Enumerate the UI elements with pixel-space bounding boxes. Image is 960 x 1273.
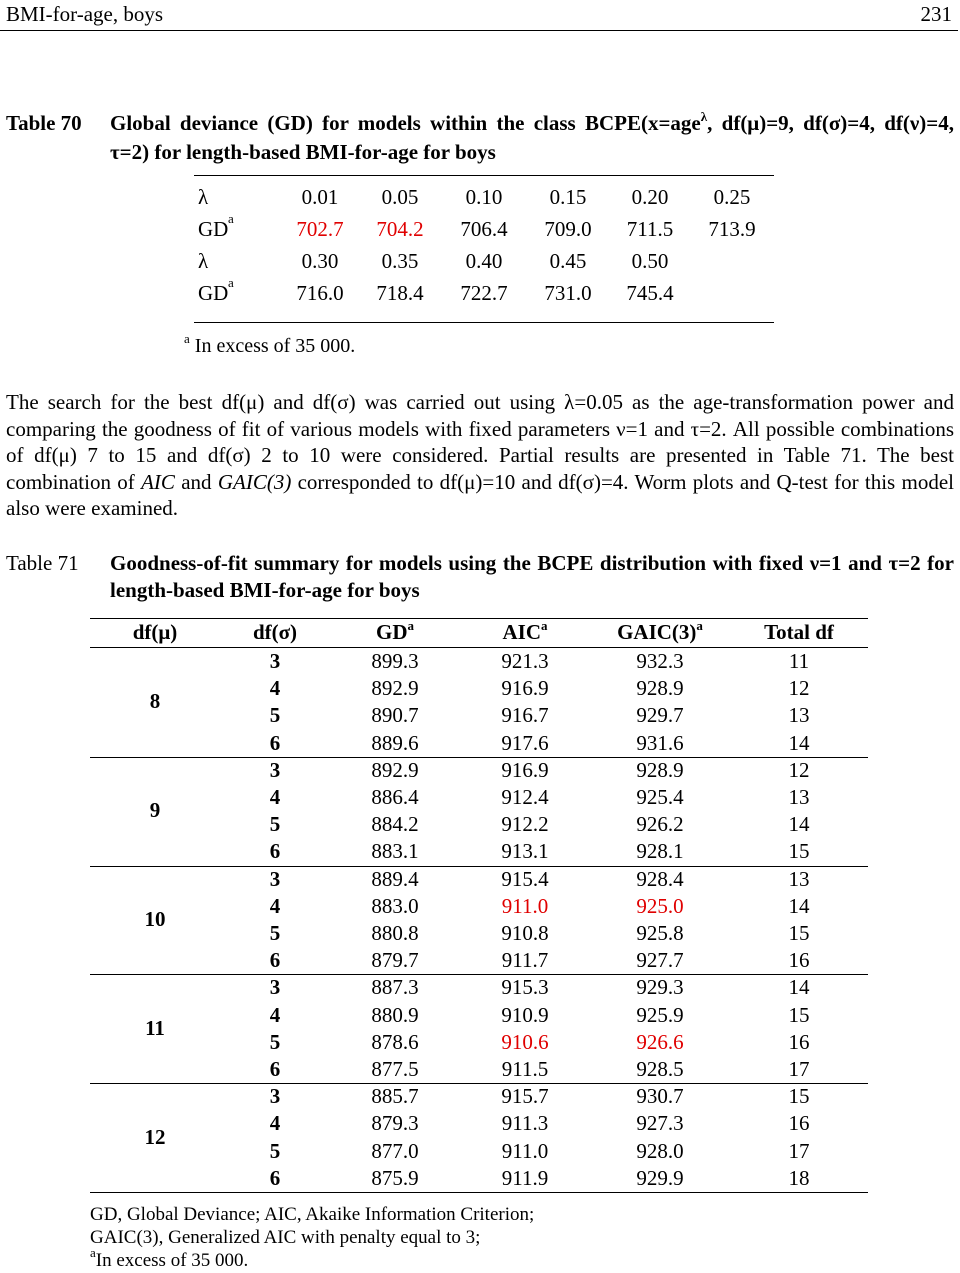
column-header — [90, 620, 220, 645]
table-71-cell: 912.2 — [501, 812, 549, 837]
table-71-cell: 3 — [269, 1084, 281, 1109]
df-mu-group-label: 10 — [144, 907, 166, 931]
table-71-cell: 4 — [269, 785, 281, 809]
column-header — [220, 620, 330, 645]
table-71-cell: 15 — [788, 1002, 810, 1027]
table-71-cell: 925.9 — [636, 1002, 684, 1027]
table-71-cell: 6 — [269, 948, 281, 973]
table-71-caption-text: Goodness-of-fit summary for models using the BCPE distribution with fixed ν=1 and τ=2 for length-based BMI-for-age for boys — [110, 551, 954, 602]
table-71-row — [90, 1084, 868, 1111]
table-71-cell: 931.6 — [636, 730, 684, 755]
table-71-cell: 915.7 — [501, 1084, 549, 1109]
running-header — [0, 0, 958, 31]
body-paragraph — [6, 389, 954, 522]
table-71-cell: 14 — [788, 812, 810, 837]
table-71-label: Table 71 — [6, 551, 79, 575]
column-header-superscript: a — [407, 618, 414, 633]
table-71-cell: 14 — [788, 893, 810, 918]
table-71-cell: 928.9 — [636, 757, 684, 782]
table-70-cell: 0.30 — [301, 249, 339, 273]
table-71-cell: 3 — [269, 649, 281, 673]
table-71-cell: 6 — [269, 1057, 281, 1081]
table-70-cell: 713.9 — [708, 217, 756, 241]
table-70-row — [194, 211, 774, 249]
table-71-cell: 5 — [269, 921, 281, 945]
table-71-header-row — [90, 620, 868, 647]
table-70-cell: 0.35 — [381, 249, 419, 273]
table-71-cell: 5 — [269, 1138, 281, 1163]
table-rule — [90, 647, 868, 648]
table-71-cell: 3 — [269, 757, 281, 782]
footnote-text: In excess of 35 000. — [95, 1250, 249, 1271]
table-71-cell: 5 — [269, 703, 281, 728]
table-71-row — [90, 731, 868, 758]
table-71-cell: 929.9 — [636, 1165, 684, 1190]
table-71-cell: 913.1 — [501, 839, 549, 864]
table-71-cell: 915.3 — [501, 975, 549, 1000]
table-71-cell: 889.4 — [371, 866, 419, 891]
table-70-cell: 0.20 — [631, 185, 669, 209]
footnote-text: In excess of 35 000. — [194, 335, 356, 357]
column-header — [460, 620, 590, 645]
footnote-line — [90, 1245, 534, 1273]
table-70-row — [194, 185, 774, 217]
table-70-cell: 706.4 — [460, 217, 508, 241]
footnote-marker: a — [90, 1245, 96, 1260]
table-71-cell: 928.1 — [636, 839, 684, 864]
table-71-caption — [6, 550, 954, 606]
paragraph-text: The search for the best df(μ) and df(σ) was carried out using λ=0.05 as the age-transformation power and comparing the goodness of fit of various models with fixed parameters ν=1 and τ=2. All possible combinations of df(μ) 7 to 15 and df(σ) 2 to 10 were considered. Partial results are presented in Table 71. The best combination of — [6, 390, 954, 494]
table-71-cell: 15 — [788, 1084, 810, 1109]
table-71-cell: 18 — [788, 1165, 810, 1190]
table-71-cell: 928.0 — [636, 1138, 684, 1163]
column-header-text: GAIC(3) — [617, 620, 697, 644]
table-71-cell: 12 — [788, 676, 810, 701]
table-71-cell: 925.0 — [636, 893, 684, 918]
table-71-cell: 14 — [788, 975, 810, 1000]
table-71-cell: 916.9 — [501, 757, 549, 782]
table-71-cell: 3 — [269, 866, 281, 891]
table-71-cell: 4 — [269, 676, 281, 701]
table-71-cell: 932.3 — [636, 649, 684, 673]
table-71-cell: 911.5 — [501, 1057, 549, 1081]
table-71-cell: 879.3 — [371, 1111, 419, 1136]
table-71-cell: 927.7 — [636, 948, 684, 973]
table-71-cell: 892.9 — [371, 676, 419, 701]
paragraph-gaic: GAIC(3) — [217, 469, 292, 494]
column-header-superscript: a — [696, 618, 703, 633]
row-label: GD — [198, 217, 229, 241]
table-70-row — [194, 275, 774, 313]
table-71-cell: 878.6 — [371, 1029, 419, 1054]
table-71-cell: 4 — [269, 893, 281, 918]
table-71 — [90, 618, 868, 1195]
df-mu-group-label: 9 — [149, 798, 161, 823]
table-71-cell: 911.7 — [501, 948, 549, 973]
row-label-superscript: a — [228, 275, 234, 290]
table-70-cell: 0.01 — [301, 185, 339, 209]
page-number: 231 — [920, 2, 952, 26]
table-71-cell: 16 — [788, 1029, 810, 1054]
table-70-caption-text — [110, 110, 954, 166]
table-71-row — [90, 1057, 868, 1084]
paragraph-text: corresponded to df(μ)=10 and df(σ)=4. Worm plots and Q-test for this model also were examined. — [6, 469, 955, 521]
table-71-cell: 899.3 — [371, 649, 419, 673]
column-header — [590, 620, 730, 645]
table-rule — [90, 1192, 220, 1193]
table-71-cell: 916.7 — [501, 703, 549, 728]
table-71-cell: 886.4 — [371, 785, 419, 809]
column-header — [330, 620, 460, 645]
table-71-cell: 911.0 — [501, 893, 549, 918]
table-71-cell: 17 — [788, 1057, 810, 1081]
table-71-cell: 911.9 — [501, 1165, 549, 1190]
table-71-row — [90, 1166, 868, 1193]
column-header-superscript: a — [541, 618, 548, 633]
table-71-cell: 885.7 — [371, 1084, 419, 1109]
table-71-cell: 910.6 — [501, 1029, 549, 1054]
column-header-text: AIC — [502, 620, 541, 644]
column-header-text: GD — [376, 620, 408, 644]
table-71-cell: 925.4 — [636, 785, 684, 809]
table-71-cell: 879.7 — [371, 948, 419, 973]
table-71-cell: 15 — [788, 839, 810, 864]
table-71-row — [90, 948, 868, 975]
table-71-cell: 884.2 — [371, 812, 419, 837]
table-71-footnotes — [90, 1203, 534, 1273]
row-label: λ — [198, 185, 209, 209]
table-71-cell: 16 — [788, 948, 810, 973]
table-71-cell: 911.3 — [501, 1111, 549, 1136]
row-label: GD — [198, 281, 229, 305]
table-70-footnote — [184, 331, 356, 358]
table-71-cell: 11 — [788, 649, 810, 673]
table-70-cell: 0.50 — [631, 249, 669, 273]
table-70-cell: 711.5 — [626, 217, 674, 241]
table-71-cell: 13 — [788, 866, 810, 891]
table-71-cell: 887.3 — [371, 975, 419, 1000]
table-71-cell: 16 — [788, 1111, 810, 1136]
table-70-cell: 709.0 — [544, 217, 592, 241]
table-71-cell: 875.9 — [371, 1165, 419, 1190]
table-71-cell: 928.5 — [636, 1057, 684, 1081]
row-label: λ — [198, 249, 209, 273]
table-71-cell: 917.6 — [501, 730, 549, 755]
table-70-caption — [6, 110, 954, 166]
table-71-row — [90, 867, 868, 894]
column-header-text: df(μ) — [132, 620, 178, 644]
footnote-line: GD, Global Deviance; AIC, Akaike Information Criterion; — [90, 1204, 535, 1225]
df-mu-group-label: 8 — [149, 689, 161, 714]
row-label-superscript: a — [228, 211, 234, 226]
table-71-cell: 889.6 — [371, 730, 419, 755]
table-71-cell: 17 — [788, 1138, 810, 1163]
column-header-text: Total df — [764, 620, 834, 644]
caption-part: , df(μ)=9, df(σ)=4, df(ν)=4, τ=2) for length-based BMI-for-age for boys — [110, 111, 954, 164]
table-70-cell: 0.40 — [465, 249, 503, 273]
table-71-cell: 880.9 — [371, 1002, 419, 1027]
caption-superscript: λ — [700, 109, 708, 124]
table-71-cell: 911.0 — [501, 1138, 549, 1163]
table-71-cell: 912.4 — [501, 785, 549, 809]
table-71-cell: 880.8 — [371, 921, 419, 945]
running-header-title: BMI-for-age, boys — [6, 2, 164, 26]
table-70-cell: 0.10 — [465, 185, 503, 209]
table-71-cell: 13 — [788, 785, 810, 809]
footnote-marker: a — [184, 331, 190, 346]
table-71-cell: 883.1 — [371, 839, 419, 864]
table-71-cell: 6 — [269, 730, 281, 755]
caption-part: Global deviance (GD) for models within the class BCPE(x=age — [110, 111, 701, 135]
table-71-cell: 930.7 — [636, 1084, 684, 1109]
table-71-cell: 926.2 — [636, 812, 684, 837]
table-rule — [194, 175, 774, 176]
table-70-cell: 718.4 — [376, 281, 424, 305]
table-70-row — [194, 249, 774, 281]
table-71-row — [90, 649, 868, 676]
table-71-cell: 929.7 — [636, 703, 684, 728]
table-71-cell: 4 — [269, 1111, 281, 1136]
table-70-cell: 0.05 — [381, 185, 419, 209]
column-header — [730, 620, 868, 645]
paragraph-text: and — [174, 469, 218, 494]
table-71-cell: 910.9 — [501, 1002, 549, 1027]
table-70-cell: 0.45 — [549, 249, 587, 273]
table-71-cell: 927.3 — [636, 1111, 684, 1136]
table-71-cell: 877.0 — [371, 1138, 419, 1163]
table-71-row — [90, 758, 868, 785]
table-70-cell: 722.7 — [460, 281, 508, 305]
table-71-cell: 925.8 — [636, 921, 684, 945]
table-71-cell: 6 — [269, 1165, 281, 1190]
table-71-cell: 5 — [269, 1029, 281, 1054]
table-70-cell: 0.25 — [713, 185, 751, 209]
table-71-cell: 921.3 — [501, 649, 549, 673]
table-71-cell: 883.0 — [371, 893, 419, 918]
table-71-cell: 3 — [269, 975, 281, 1000]
table-71-row — [90, 975, 868, 1002]
table-71-cell: 890.7 — [371, 703, 419, 728]
table-70-label: Table 70 — [6, 111, 82, 135]
table-71-cell: 928.9 — [636, 676, 684, 701]
table-71-cell: 15 — [788, 921, 810, 945]
table-71-row — [90, 839, 868, 866]
table-70-cell: 731.0 — [544, 281, 592, 305]
table-71-cell: 926.6 — [636, 1029, 684, 1054]
table-rule — [194, 322, 774, 323]
table-71-cell: 6 — [269, 839, 281, 864]
table-71-cell: 12 — [788, 757, 810, 782]
table-71-cell: 928.4 — [636, 866, 684, 891]
table-70-cell: 716.0 — [296, 281, 344, 305]
footnote-line: GAIC(3), Generalized AIC with penalty equal to 3; — [90, 1227, 481, 1248]
paragraph-aic: AIC — [141, 469, 175, 494]
table-rule — [220, 1192, 868, 1193]
table-rule — [90, 618, 868, 619]
table-70-cell: 702.7 — [296, 217, 344, 241]
table-71-cell: 910.8 — [501, 921, 549, 945]
table-71-cell: 13 — [788, 703, 810, 728]
table-71-cell: 892.9 — [371, 757, 419, 782]
table-71-cell: 4 — [269, 1002, 281, 1027]
table-71-cell: 14 — [788, 730, 810, 755]
table-70-cell: 745.4 — [626, 281, 674, 305]
table-71-cell: 915.4 — [501, 866, 549, 891]
table-71-cell: 929.3 — [636, 975, 684, 1000]
df-mu-group-label: 11 — [145, 1015, 165, 1040]
df-mu-group-label: 12 — [144, 1124, 166, 1149]
table-70-cell: 704.2 — [376, 217, 424, 241]
table-70-cell: 0.15 — [549, 185, 587, 209]
table-71-cell: 877.5 — [371, 1057, 419, 1081]
table-71-cell: 916.9 — [501, 676, 549, 701]
column-header-text: df(σ) — [252, 620, 298, 644]
table-71-cell: 5 — [269, 812, 281, 837]
